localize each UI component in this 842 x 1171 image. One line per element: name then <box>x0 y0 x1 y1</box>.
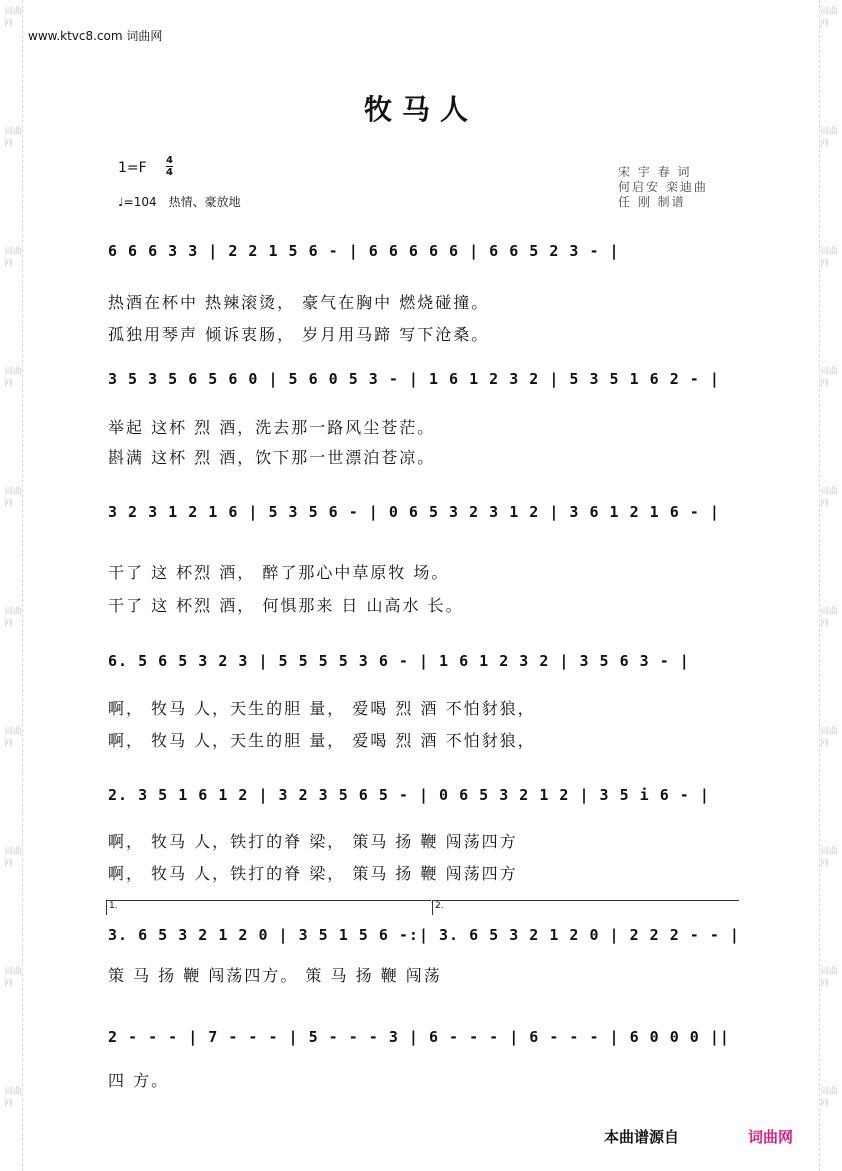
watermark-text: 词曲网 <box>820 607 839 629</box>
credit-arranger: 任 刚 制谱 <box>618 195 686 209</box>
lyric-line-3-verse-2: 干了 这 杯烈 酒， 何惧那来 日 山高水 长。 <box>108 596 464 615</box>
lyric-line-2-verse-2: 斟满 这杯 烈 酒，饮下那一世漂泊苍凉。 <box>108 448 436 467</box>
time-signature-bottom: 4 <box>166 167 173 178</box>
site-url[interactable]: www.ktvc8.com 词曲网 <box>28 29 163 43</box>
watermark-text: 词曲网 <box>820 367 839 389</box>
watermark-strip-left <box>0 0 23 1171</box>
lyric-line-2-verse-1: 举起 这杯 烈 酒，洗去那一路风尘苍茫。 <box>108 418 436 437</box>
watermark-text: 词曲网 <box>4 847 23 869</box>
music-line-6: 3. 6 5 3 2 1 2 0 | 3 5 1 5 6 -:| 3. 6 5 3 2 1 2 0 | 2 2 2 - - | <box>108 926 740 944</box>
lyric-line-5-verse-2: 啊， 牧马 人，铁打的脊 梁， 策马 扬 鞭 闯荡四方 <box>108 864 518 883</box>
watermark-text: 词曲网 <box>4 727 23 749</box>
watermark-text: 词曲网 <box>4 487 23 509</box>
credit-composer: 何启安 栾迪曲 <box>618 180 708 194</box>
watermark-text: 词曲网 <box>4 607 23 629</box>
watermark-text: 词曲网 <box>4 1087 23 1109</box>
watermark-text: 词曲网 <box>820 127 839 149</box>
key-signature: 1=F <box>118 160 147 176</box>
lyric-line-1-verse-2: 孤独用琴声 倾诉衷肠， 岁月用马蹄 写下沧桑。 <box>108 325 490 344</box>
watermark-text: 词曲网 <box>820 487 839 509</box>
time-signature-top: 4 <box>166 155 173 166</box>
watermark-text: 词曲网 <box>820 1087 839 1109</box>
source-label: 本曲谱源自 <box>604 1128 680 1146</box>
tempo-marking: ♩=104 热情、豪放地 <box>118 195 241 209</box>
music-line-7: 2 - - - | 7 - - - | 5 - - - 3 | 6 - - - | 6 - - - | 6 0 0 0 || <box>108 1028 730 1046</box>
music-line-5: 2. 3 5 1 6 1 2 | 3 2 3 5 6 5 - | 0 6 5 3 2 1 2 | 3 5 i 6 - | <box>108 786 710 804</box>
music-line-2: 3 5 3 5 6 5 6 0 | 5 6 0 5 3 - | 1 6 1 2 3 2 | 5 3 5 1 6 2 - | <box>108 370 720 388</box>
lyric-line-3-verse-1: 干了 这 杯烈 酒， 醉了那心中草原牧 场。 <box>108 563 450 582</box>
credit-lyricist: 宋 宇 春 词 <box>618 165 692 179</box>
lyric-line-4-verse-1: 啊， 牧马 人，天生的胆 量， 爱喝 烈 酒 不怕豺狼， <box>108 699 536 718</box>
watermark-text: 词曲网 <box>4 7 23 29</box>
watermark-text: 词曲网 <box>4 247 23 269</box>
music-line-3: 3 2 3 1 2 1 6 | 5 3 5 6 - | 0 6 5 3 2 3 1 2 | 3 6 1 2 1 6 - | <box>108 503 720 521</box>
lyric-line-5-verse-1: 啊， 牧马 人，铁打的脊 梁， 策马 扬 鞭 闯荡四方 <box>108 832 518 851</box>
watermark-text: 词曲网 <box>820 967 839 989</box>
watermark-text: 词曲网 <box>820 7 839 29</box>
song-title: 牧马人 <box>363 93 478 126</box>
lyric-line-7: 四 方。 <box>108 1071 170 1090</box>
volta-first-ending: 1. <box>106 900 431 915</box>
source-brand-logo[interactable]: 词曲网 <box>748 1128 794 1146</box>
watermark-strip-right <box>819 0 842 1171</box>
time-signature <box>166 155 173 178</box>
volta-second-ending: 2. <box>432 900 739 915</box>
music-line-1: 6 6 6 3 3 | 2 2 1 5 6 - | 6 6 6 6 6 | 6 6 5 2 3 - | <box>108 242 620 260</box>
lyric-line-1-verse-1: 热酒在杯中 热辣滚烫， 豪气在胸中 燃烧碰撞。 <box>108 293 490 312</box>
watermark-text: 词曲网 <box>4 367 23 389</box>
lyric-line-4-verse-2: 啊， 牧马 人，天生的胆 量， 爱喝 烈 酒 不怕豺狼， <box>108 731 536 750</box>
lyric-line-6: 策 马 扬 鞭 闯荡四方。 策 马 扬 鞭 闯荡 <box>108 966 442 985</box>
music-line-4: 6. 5 6 5 3 2 3 | 5 5 5 5 3 6 - | 1 6 1 2 3 2 | 3 5 6 3 - | <box>108 652 690 670</box>
watermark-text: 词曲网 <box>820 247 839 269</box>
watermark-text: 词曲网 <box>820 847 839 869</box>
watermark-text: 词曲网 <box>4 127 23 149</box>
watermark-text: 词曲网 <box>4 967 23 989</box>
watermark-text: 词曲网 <box>820 727 839 749</box>
